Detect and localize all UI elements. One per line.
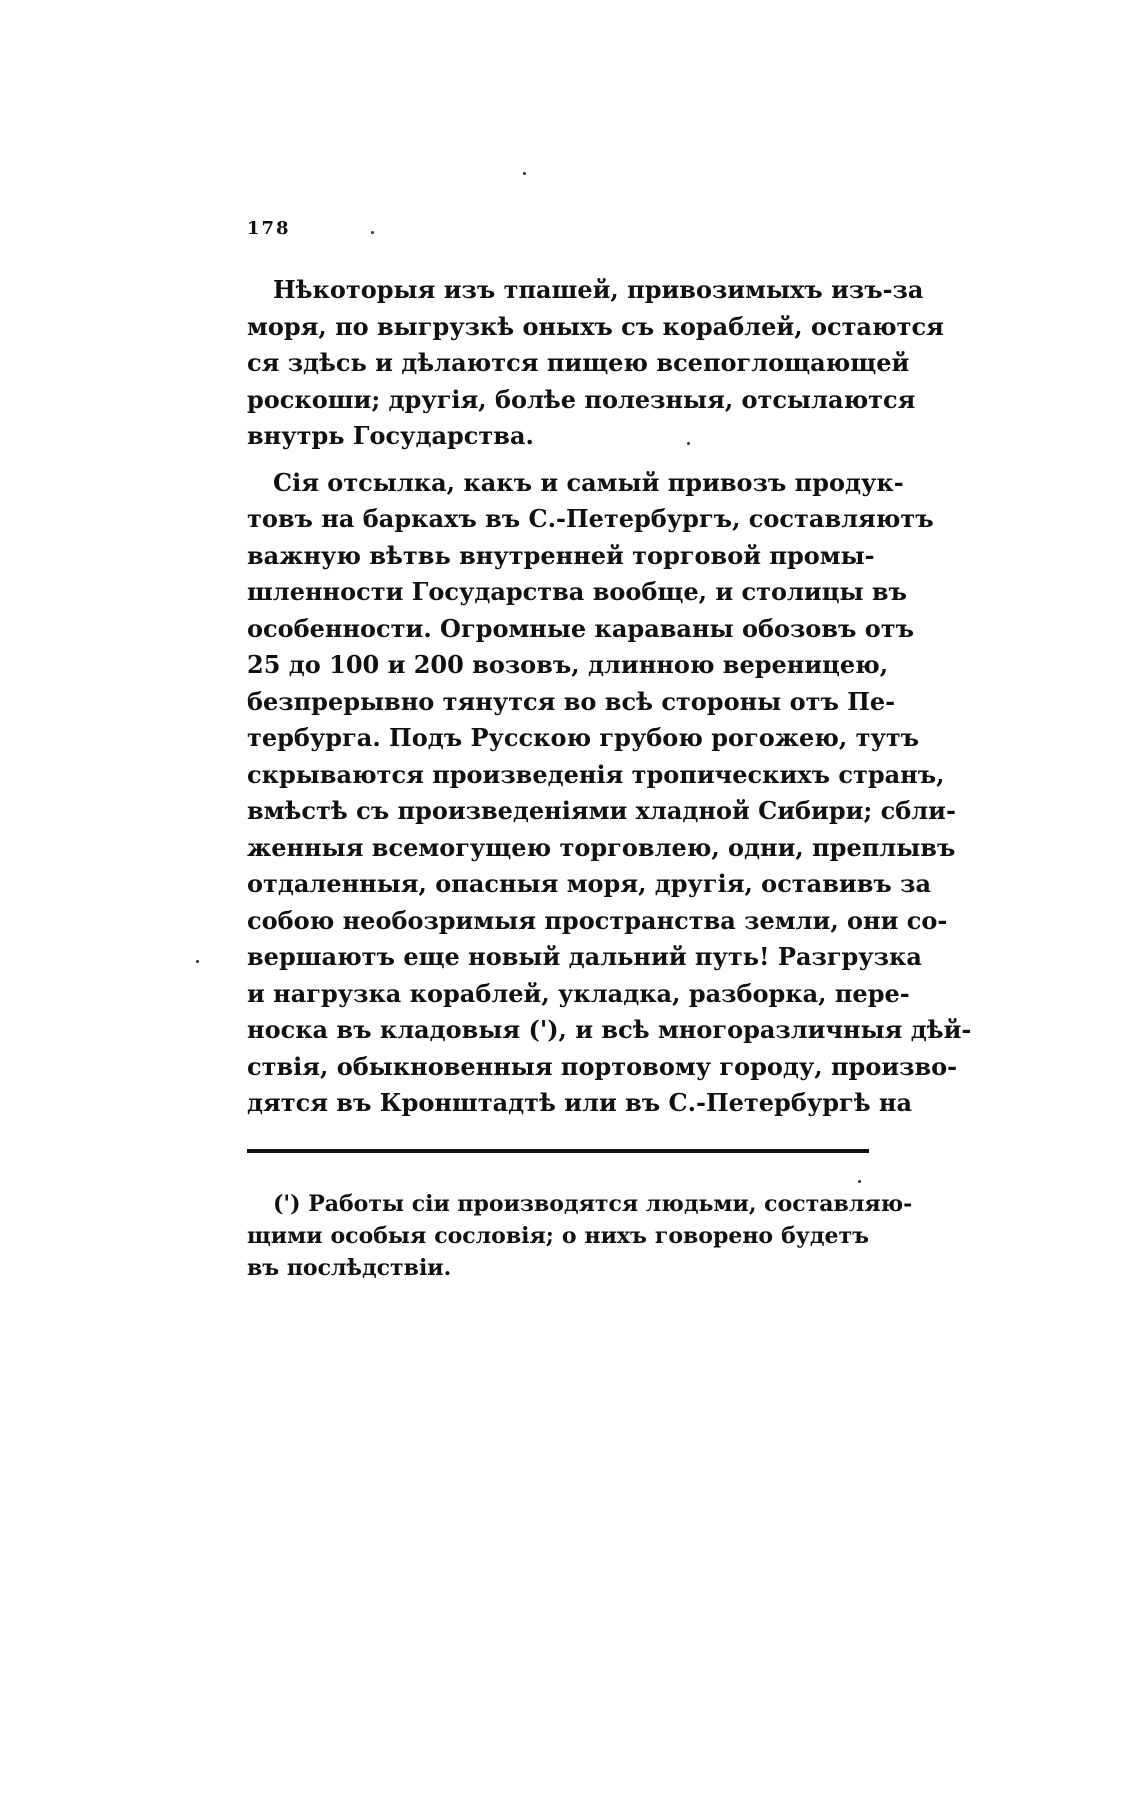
scan-speck <box>523 172 526 175</box>
text-line: и нагрузка кораблей, укладка, разборка, пере- <box>247 978 910 1008</box>
text-line: скрываются произведенія тропическихъ странъ, <box>247 759 945 789</box>
scan-speck <box>858 1180 861 1183</box>
text-line: 25 до 100 и 200 возовъ, длинною вереницею, <box>247 650 889 679</box>
text-line: важную вѣтвь внутренней торговой промы- <box>247 540 875 570</box>
text-line: роскоши; другія, болѣе полезныя, отсылаются <box>247 384 916 414</box>
text-line: женныя всемогущею торговлею, одни, преплывъ <box>247 832 956 862</box>
footnote-divider <box>247 1149 869 1153</box>
text-line: носка въ кладовыя ('), и всѣ многоразличныя дѣй- <box>247 1015 972 1044</box>
scan-speck <box>687 442 690 445</box>
text-line: ся здѣсь и дѣлаются пищею всепоглощающей <box>247 348 910 377</box>
footnote <box>247 1188 913 1284</box>
text-line: Нѣкоторыя изъ тпашей, привозимыхъ изъ-за <box>273 275 924 304</box>
text-line: собою необозримыя пространства земли, они со- <box>247 905 948 935</box>
footnote-line: (') Работы сіи производятся людьми, составляю- <box>273 1191 913 1217</box>
text-line: вершаютъ еще новый дальний путь! Разгрузка <box>247 942 922 971</box>
text-line: ствія, обыкновенныя портовому городу, произво- <box>247 1051 958 1081</box>
scan-speck <box>196 960 199 963</box>
text-line: особенности. Огромные караваны обозовъ отъ <box>247 613 915 643</box>
footnote-line: щими особыя сословія; о нихъ говорено будетъ <box>247 1223 869 1249</box>
text-line: товъ на баркахъ въ С.-Петербургъ, составляютъ <box>247 504 934 533</box>
main-text <box>247 272 972 1122</box>
text-line: дятся въ Кронштадтѣ или въ С.-Петербургѣ на <box>247 1088 913 1117</box>
text-line: шленности Государства вообще, и столицы въ <box>247 577 907 606</box>
page-number: 178 <box>247 218 291 239</box>
text-line: отдаленныя, опасныя моря, другія, оставивъ за <box>247 869 932 898</box>
text-line: моря, по выгрузкѣ оныхъ съ кораблей, остаются <box>247 311 944 341</box>
text-line: безпрерывно тянутся во всѣ стороны отъ Пе- <box>247 686 896 716</box>
text-line: тербурга. Подъ Русскою грубою рогожею, тутъ <box>247 723 920 752</box>
paragraph-gap <box>247 455 869 465</box>
footnote-line: въ послѣдствіи. <box>247 1255 452 1281</box>
text-line: Сія отсылка, какъ и самый привозъ продук- <box>273 467 904 497</box>
text-line: внутрь Государства. <box>247 421 534 450</box>
text-line: вмѣстѣ съ произведеніями хладной Сибири; сбли- <box>247 796 956 825</box>
scan-speck <box>371 231 374 234</box>
